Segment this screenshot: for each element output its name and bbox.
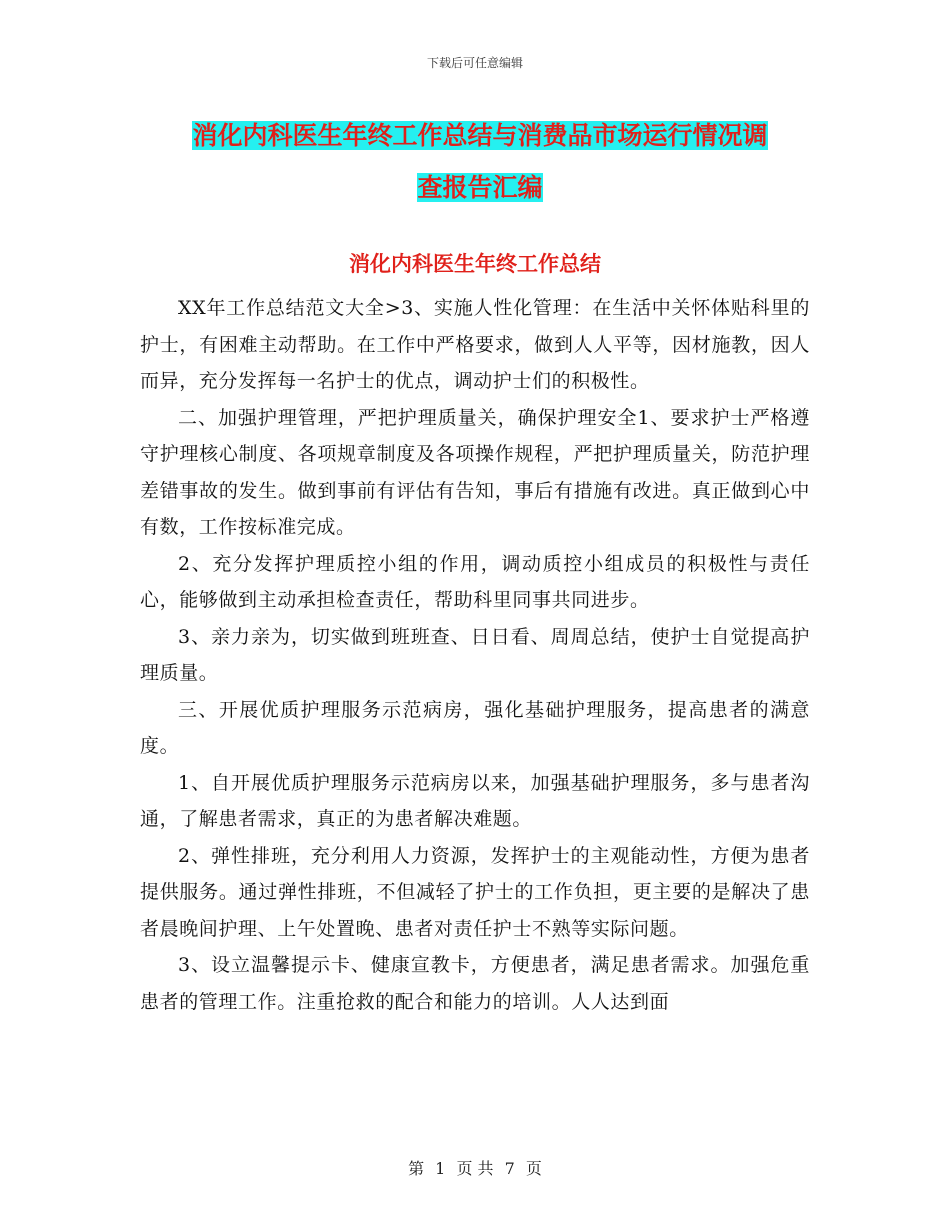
document-title-line-2: 查报告汇编 bbox=[417, 173, 543, 202]
paragraph: 3、亲力亲为，切实做到班班查、日日看、周周总结，使护士自觉提高护理质量。 bbox=[140, 625, 810, 684]
paragraph: 1、自开展优质护理服务示范病房以来，加强基础护理服务，多与患者沟通，了解患者需求，真正的为患者解决难题。 bbox=[140, 771, 810, 830]
paragraph: 2、充分发挥护理质控小组的作用，调动质控小组成员的积极性与责任心，能够做到主动承担检查责任，帮助科里同事共同进步。 bbox=[140, 552, 810, 611]
paragraph: XX年工作总结范文大全>3、实施人性化管理：在生活中关怀体贴科里的护士，有困难主动帮助。在工作中严格要求，做到人人平等，因材施教，因人而异，充分发挥每一名护士的优点，调动护士们的积极性。 bbox=[140, 297, 810, 392]
paragraph: 2、弹性排班，充分利用人力资源，发挥护士的主观能动性，方便为患者提供服务。通过弹性排班，不但减轻了护士的工作负担，更主要的是解决了患者晨晚间护理、上午处置晚、患者对责任护士不熟等实际问题。 bbox=[140, 844, 810, 940]
footer-page-number: 1 bbox=[435, 1159, 446, 1178]
footer-total-pages: 7 bbox=[504, 1159, 515, 1178]
footer-prefix: 第 bbox=[408, 1159, 425, 1178]
document-title-line-1: 消化内科医生年终工作总结与消费品市场运行情况调 bbox=[192, 121, 768, 150]
paragraph: 3、设立温馨提示卡、健康宣教卡，方便患者，满足患者需求。加强危重患者的管理工作。注重抢救的配合和能力的培训。人人达到面 bbox=[140, 954, 810, 1013]
section-title: 消化内科医生年终工作总结 bbox=[349, 252, 601, 276]
paragraph: 三、开展优质护理服务示范病房，强化基础护理服务，提高患者的满意度。 bbox=[140, 698, 810, 757]
paragraph: 二、加强护理管理，严把护理质量关，确保护理安全1、要求护士严格遵守护理核心制度、各项规章制度及各项操作规程，严把护理质量关，防范护理差错事故的发生。做到事前有评估有告知，事后有措施有改进。真正做到心中有数，工作按标准完成。 bbox=[140, 406, 810, 538]
header-note: 下载后可任意编辑 bbox=[426, 56, 523, 70]
document-title bbox=[140, 110, 820, 214]
footer-suffix: 页 bbox=[525, 1159, 542, 1178]
footer-mid: 页 共 bbox=[456, 1159, 494, 1178]
body-text bbox=[140, 290, 810, 1020]
page-footer bbox=[0, 1156, 950, 1179]
